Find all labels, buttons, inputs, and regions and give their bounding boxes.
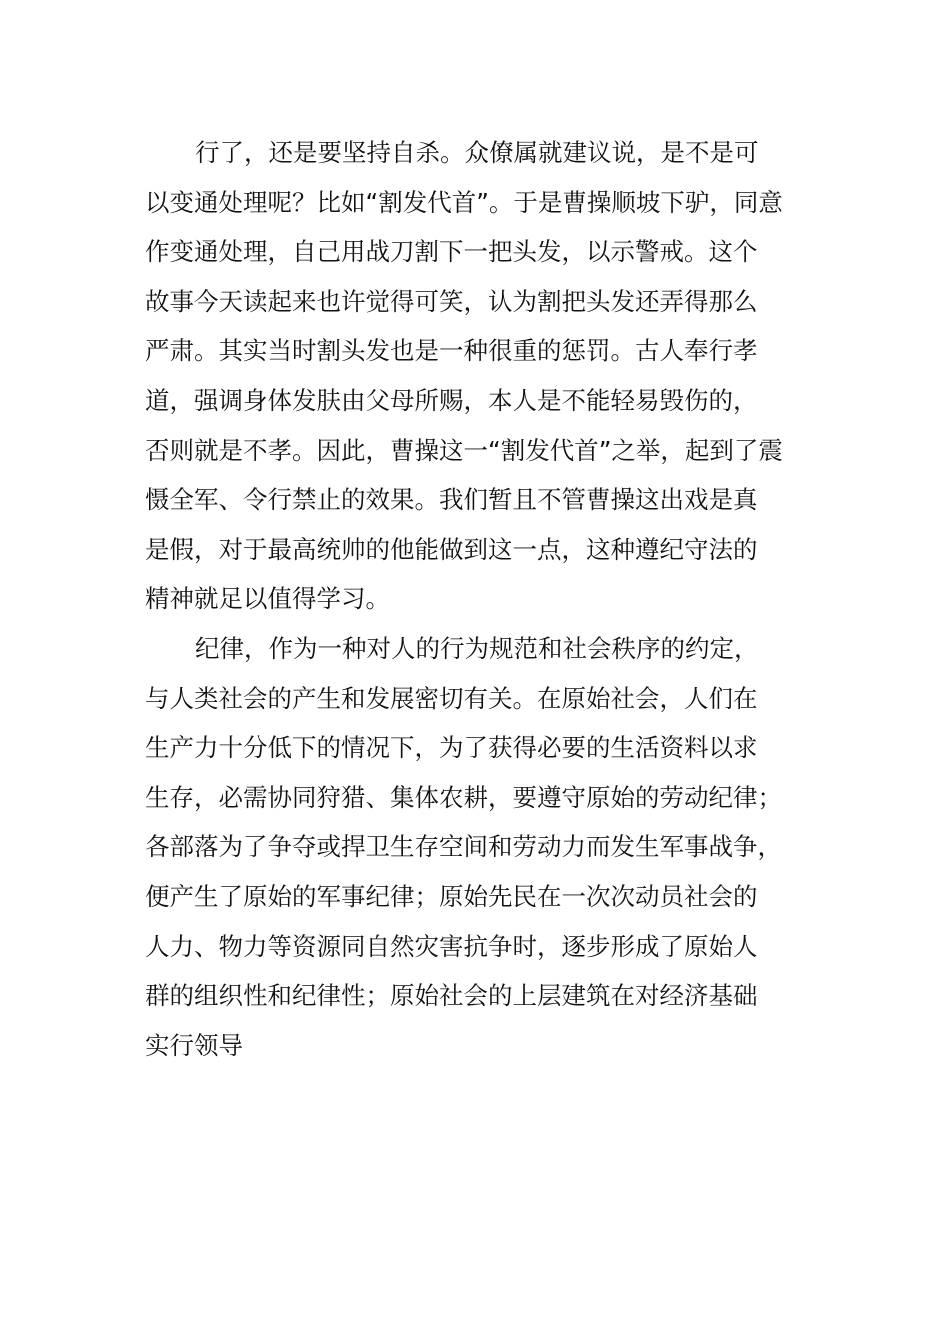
paragraph-line: 各部落为了争夺或捍卫生存空间和劳动力而发生军事战争， xyxy=(145,832,782,862)
paragraph-line: 与人类社会的产生和发展密切有关。在原始社会，人们在 xyxy=(145,683,758,713)
paragraph-line: 故事今天读起来也许觉得可笑，认为割把头发还弄得那么 xyxy=(145,286,758,316)
paragraph-line: 行了，还是要坚持自杀。众僚属就建议说，是不是可 xyxy=(195,138,759,167)
paragraph-line: 作变通处理，自己用战刀割下一把头发，以示警戒。这个 xyxy=(145,237,758,267)
paragraph-1 xyxy=(145,128,815,624)
paragraph-line: 以变通处理呢？比如“割发代首”。于是曹操顺坡下驴，同意 xyxy=(145,187,783,217)
paragraph-line: 实行领导 xyxy=(145,1030,243,1060)
paragraph-line: 生存，必需协同狩猎、集体农耕，要遵守原始的劳动纪律； xyxy=(145,782,782,812)
paragraph-line: 慑全军、令行禁止的效果。我们暂且不管曹操这出戏是真 xyxy=(145,485,758,515)
paragraph-line: 生产力十分低下的情况下，为了获得必要的生活资料以求 xyxy=(145,733,758,763)
body-text xyxy=(145,128,815,1070)
paragraph-line: 人力、物力等资源同自然灾害抗争时，逐步形成了原始人 xyxy=(145,931,758,961)
paragraph-line: 道，强调身体发肤由父母所赐，本人是不能轻易毁伤的， xyxy=(145,385,758,415)
paragraph-line: 严肃。其实当时割头发也是一种很重的惩罚。古人奉行孝 xyxy=(145,336,758,366)
paragraph-line: 精神就足以值得学习。 xyxy=(145,584,390,614)
paragraph-line: 纪律，作为一种对人的行为规范和社会秩序的约定， xyxy=(195,633,759,663)
paragraph-line: 群的组织性和纪律性；原始社会的上层建筑在对经济基础 xyxy=(145,981,758,1011)
paragraph-2 xyxy=(145,624,815,1070)
paragraph-line: 是假，对于最高统帅的他能做到这一点，这种遵纪守法的 xyxy=(145,534,758,564)
paragraph-line: 便产生了原始的军事纪律；原始先民在一次次动员社会的 xyxy=(145,881,758,911)
paragraph-line: 否则就是不孝。因此，曹操这一“割发代首”之举，起到了震 xyxy=(145,435,783,465)
